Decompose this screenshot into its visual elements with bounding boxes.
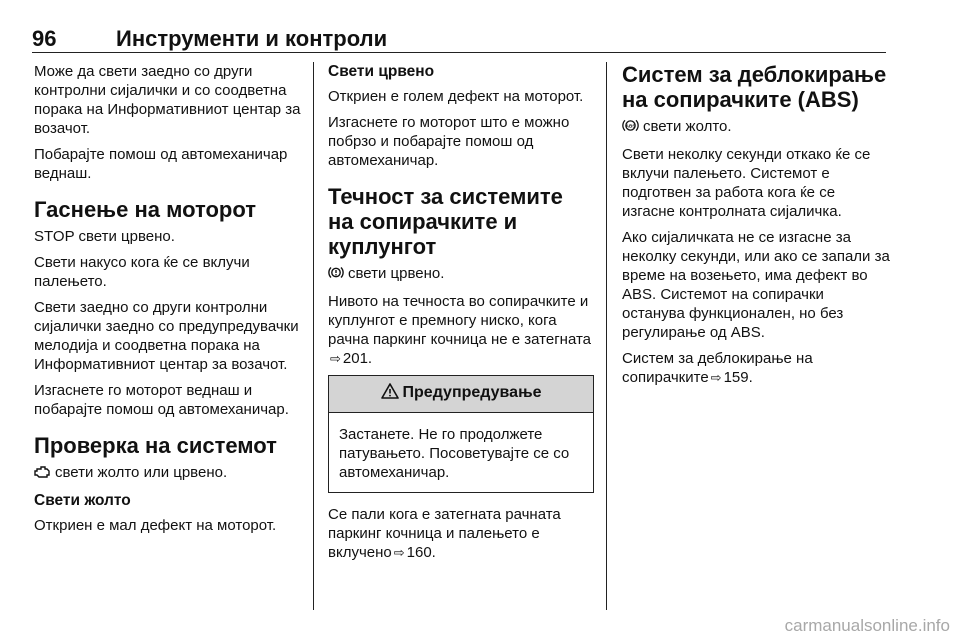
page-ref-arrow-icon: ⇨ — [393, 545, 405, 560]
paragraph: Изгаснете го моторот што е можно побрзо и побарајте помош од автомеханичар. — [328, 114, 570, 169]
page-reference[interactable]: 159. — [723, 369, 753, 386]
page-title: Инструменти и контроли — [116, 26, 388, 51]
page-reference[interactable]: 160. — [406, 544, 436, 561]
brake-fluid-text: свети црвено. — [348, 265, 445, 282]
paragraph: Откриен е мал дефект на моторот. — [34, 517, 277, 534]
watermark: carmanualsonline.info — [784, 616, 950, 635]
paragraph: Систем за деблокирање на сопирачките ⇨ 159. — [622, 350, 813, 386]
page-ref-arrow-icon: ⇨ — [330, 351, 341, 366]
paragraph: Ако сијаличката не се изгасне за неколку секунди, или ако се запали за време на возењето, има дефект во ABS. Системот на сопирачки останува функционален, но без регулирање од ABS. — [622, 229, 890, 341]
heading-engine-off: Гаснење на моторот — [34, 197, 256, 222]
engine-check-icon — [34, 465, 51, 484]
paragraph: Свети неколку секунди откако ќе се вклучи палењето. Системот е подготвен за работа кога ќе се изгасне контролната сијаличка. — [622, 146, 871, 220]
heading-yellow: Свети жолто — [34, 492, 131, 509]
paragraph: Нивото на течноста во сопирачките и куплунгот е премногу ниско, кога рачна паркинг кочница не е затегната⇨ 201. — [328, 293, 592, 367]
page-reference[interactable]: 201. — [342, 350, 373, 367]
page-header — [32, 26, 886, 52]
paragraph: Може да свети заедно со други контролни сијалички и со соодветна порака на Информативниот центар за возачот. — [34, 63, 301, 137]
paragraph-with-icon — [328, 264, 594, 285]
column-3 — [622, 62, 890, 394]
paragraph-with-icon — [622, 117, 890, 138]
column-2 — [328, 62, 594, 569]
column-divider-1 — [313, 62, 314, 610]
paragraph: Свети накусо кога ќе се вклучи палењето. — [34, 254, 250, 290]
warning-triangle-icon — [381, 383, 399, 405]
engine-check-text: свети жолто или црвено. — [55, 464, 228, 481]
paragraph: Изгаснете го моторот веднаш и побарајте помош од автомеханичар. — [34, 382, 289, 418]
page-ref-arrow-icon: ⇨ — [710, 370, 722, 385]
warning-text: Застанете. Не го продолжете патувањето. Посоветувајте се со автомеханичар. — [339, 426, 570, 481]
paragraph-with-icon — [34, 463, 302, 484]
header-rule — [32, 52, 886, 53]
paragraph: STOP свети црвено. — [34, 228, 175, 245]
paragraph: Свети заедно со други контролни сијалички заедно со предупредувачки мелодија и соодветна порака на Информативниот центар за возачот. — [34, 299, 299, 373]
warning-box — [328, 375, 594, 493]
heading-abs: Систем за деблокирање на сопирачките (ABS) — [622, 62, 887, 112]
heading-system-check: Проверка на системот — [34, 433, 277, 458]
paragraph: Откриен е голем дефект на моторот. — [328, 88, 584, 105]
column-divider-2 — [606, 62, 607, 610]
abs-status-text: свети жолто. — [643, 118, 732, 135]
warning-body — [329, 413, 593, 492]
paragraph: Се пали кога е затегната рачната паркинг кочница и палењето е вклучено ⇨ 160. — [328, 506, 561, 561]
page-number: 96 — [32, 26, 57, 51]
paragraph: Побарајте помош од автомеханичар веднаш. — [34, 146, 288, 182]
warning-header — [329, 376, 593, 413]
heading-brake-fluid: Течност за системите на сопирачките и куплунгот — [328, 184, 563, 259]
abs-icon — [622, 118, 639, 138]
svg-text:ABS: ABS — [625, 123, 636, 129]
brake-fluid-icon — [328, 265, 344, 285]
heading-red: Свети црвено — [328, 63, 435, 80]
warning-title: Предупредување — [402, 384, 542, 401]
column-1 — [34, 62, 302, 542]
